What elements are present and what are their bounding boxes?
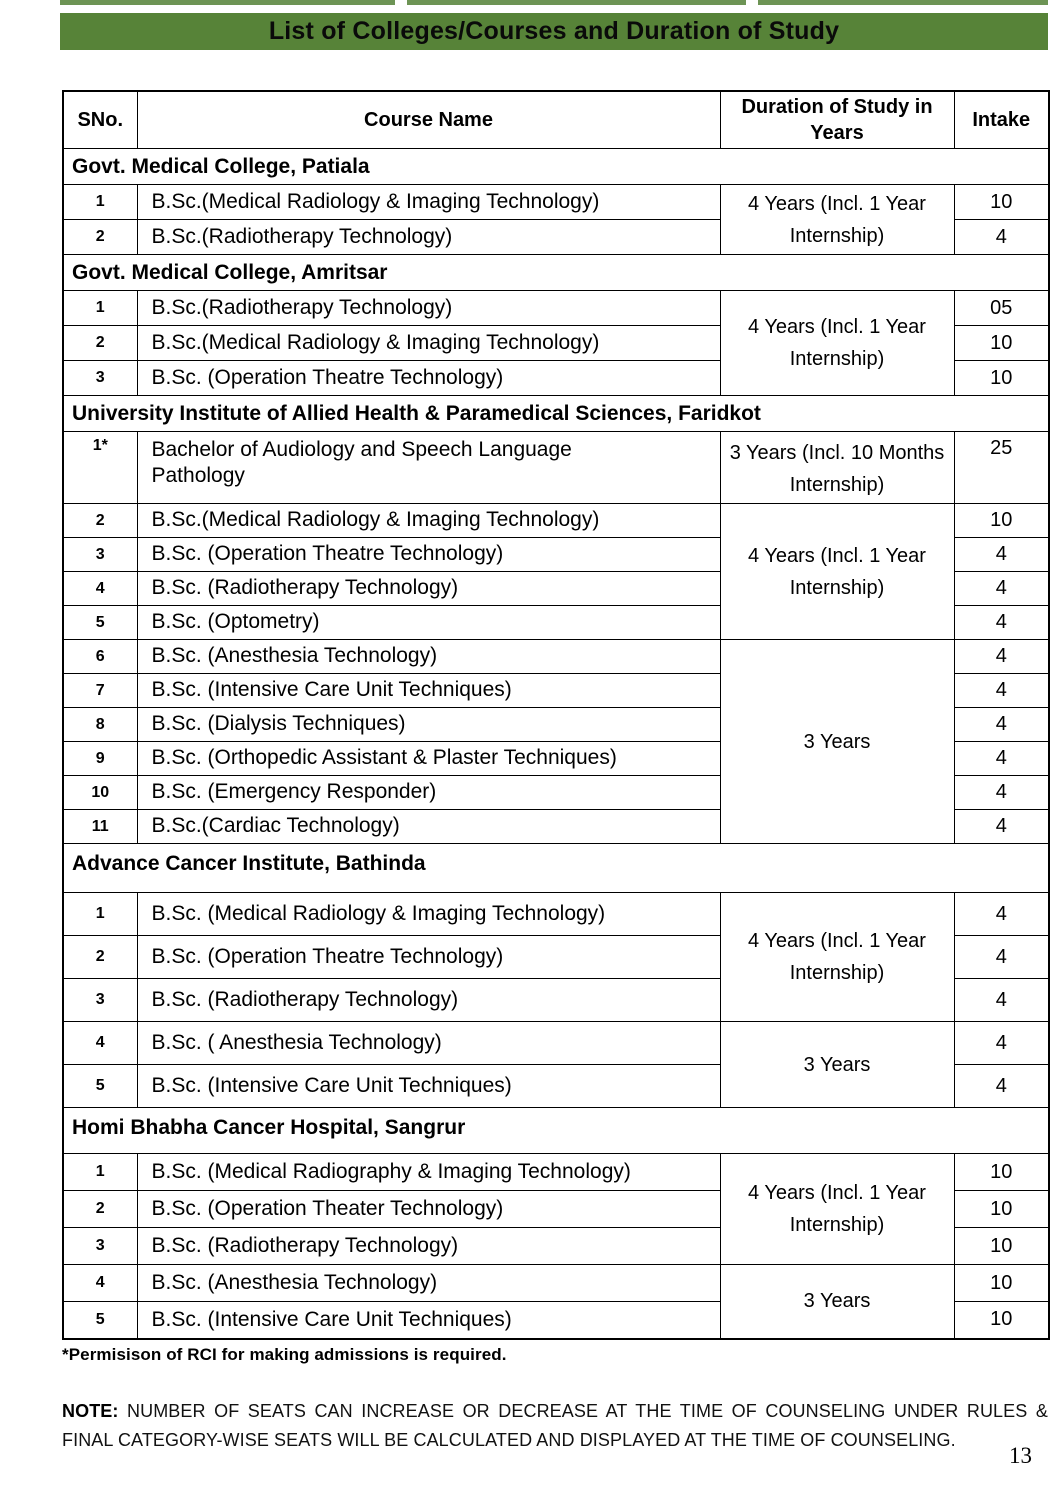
duration-cell: 3 Years (Incl. 10 Months Internship): [720, 432, 954, 504]
intake-cell: 4: [954, 776, 1049, 810]
intake-cell: 10: [954, 1265, 1049, 1302]
sno-cell: 2: [63, 504, 137, 538]
col-header-intake: Intake: [954, 91, 1049, 149]
intake-cell: 4: [954, 606, 1049, 640]
intake-cell: 4: [954, 572, 1049, 606]
course-name-cell: B.Sc. (Anesthesia Technology): [137, 1265, 720, 1302]
sno-cell: 5: [63, 1302, 137, 1339]
page-title: List of Colleges/Courses and Duration of Study: [268, 17, 840, 45]
page-number: 13: [1009, 1443, 1032, 1468]
course-name-cell: B.Sc.(Cardiac Technology): [137, 810, 720, 844]
course-name-cell: B.Sc. (Operation Theatre Technology): [137, 538, 720, 572]
intake-cell: 25: [954, 432, 1049, 504]
course-name-cell: B.Sc. (Medical Radiography & Imaging Technology): [137, 1154, 720, 1191]
course-name-cell: B.Sc.(Medical Radiology & Imaging Technology): [137, 326, 720, 361]
course-name-cell: B.Sc. (Operation Theatre Technology): [137, 936, 720, 979]
course-name-cell: B.Sc.(Radiotherapy Technology): [137, 220, 720, 255]
intake-cell: 10: [954, 504, 1049, 538]
intake-cell: 4: [954, 708, 1049, 742]
course-row: [63, 185, 1049, 220]
course-name-cell: B.Sc. (Intensive Care Unit Techniques): [137, 1302, 720, 1339]
page-content: [62, 90, 1048, 1456]
intake-cell: 4: [954, 674, 1049, 708]
course-row: [63, 432, 1049, 504]
course-name-cell: B.Sc. (Emergency Responder): [137, 776, 720, 810]
course-name-cell: B.Sc.(Radiotherapy Technology): [137, 291, 720, 326]
duration-cell: 4 Years (Incl. 1 Year Internship): [720, 185, 954, 255]
sno-cell: 3: [63, 361, 137, 396]
intake-cell: 10: [954, 361, 1049, 396]
sno-cell: 6: [63, 640, 137, 674]
course-name-cell: B.Sc. (Radiotherapy Technology): [137, 979, 720, 1022]
course-name-cell: B.Sc. (Operation Theater Technology): [137, 1191, 720, 1228]
course-row: [63, 504, 1049, 538]
intake-cell: 10: [954, 185, 1049, 220]
course-row: [63, 1265, 1049, 1302]
sno-cell: 1: [63, 893, 137, 936]
sno-cell: 7: [63, 674, 137, 708]
sno-cell: 9: [63, 742, 137, 776]
sno-cell: 10: [63, 776, 137, 810]
sno-cell: 1: [63, 185, 137, 220]
college-name: University Institute of Allied Health & Paramedical Sciences, Faridkot: [63, 396, 1049, 432]
duration-cell: 3 Years: [720, 1022, 954, 1108]
intake-cell: 4: [954, 640, 1049, 674]
intake-cell: 4: [954, 220, 1049, 255]
college-name: Govt. Medical College, Amritsar: [63, 255, 1049, 291]
college-section-row: [63, 396, 1049, 432]
intake-cell: 4: [954, 1065, 1049, 1108]
college-name: Homi Bhabha Cancer Hospital, Sangrur: [63, 1108, 1049, 1154]
intake-cell: 4: [954, 810, 1049, 844]
course-name-cell: B.Sc. ( Anesthesia Technology): [137, 1022, 720, 1065]
course-row: [63, 291, 1049, 326]
rci-footnote: *Permisison of RCI for making admissions is required.: [62, 1344, 507, 1364]
intake-cell: 4: [954, 893, 1049, 936]
duration-cell: 3 Years: [720, 640, 954, 844]
table-header-row: [63, 91, 1049, 149]
course-row: [63, 1022, 1049, 1065]
course-name-cell: B.Sc. (Medical Radiology & Imaging Technology): [137, 893, 720, 936]
sno-cell: 2: [63, 326, 137, 361]
intake-cell: 10: [954, 326, 1049, 361]
sno-cell: 1: [63, 291, 137, 326]
sno-cell: 3: [63, 979, 137, 1022]
course-name-cell: B.Sc. (Orthopedic Assistant & Plaster Techniques): [137, 742, 720, 776]
sno-cell: 4: [63, 1265, 137, 1302]
sno-cell: 5: [63, 606, 137, 640]
course-name-cell: B.Sc. (Intensive Care Unit Techniques): [137, 1065, 720, 1108]
sno-cell: 1*: [63, 432, 137, 504]
courses-table: [62, 90, 1050, 1340]
intake-cell: 4: [954, 979, 1049, 1022]
intake-cell: 10: [954, 1154, 1049, 1191]
sno-cell: 1: [63, 1154, 137, 1191]
col-header-course-name: Course Name: [137, 91, 720, 149]
col-header-duration: Duration of Study in Years: [720, 91, 954, 149]
course-name-cell: B.Sc.(Medical Radiology & Imaging Technology): [137, 185, 720, 220]
duration-cell: 4 Years (Incl. 1 Year Internship): [720, 291, 954, 396]
intake-cell: 10: [954, 1191, 1049, 1228]
intake-cell: 4: [954, 742, 1049, 776]
course-name-cell: B.Sc. (Radiotherapy Technology): [137, 572, 720, 606]
intake-cell: 4: [954, 936, 1049, 979]
college-section-row: [63, 1108, 1049, 1154]
course-table-body: [63, 149, 1049, 1339]
course-name-cell: Bachelor of Audiology and Speech Language Pathology: [137, 432, 720, 504]
college-section-row: [63, 149, 1049, 185]
course-name-cell: B.Sc. (Radiotherapy Technology): [137, 1228, 720, 1265]
duration-cell: 3 Years: [720, 1265, 954, 1339]
sno-cell: 4: [63, 572, 137, 606]
sno-cell: 5: [63, 1065, 137, 1108]
sno-cell: 2: [63, 936, 137, 979]
course-name-cell: B.Sc. (Optometry): [137, 606, 720, 640]
course-name-cell: B.Sc. (Dialysis Techniques): [137, 708, 720, 742]
sno-cell: 2: [63, 220, 137, 255]
sno-cell: 3: [63, 1228, 137, 1265]
course-name-cell: B.Sc. (Intensive Care Unit Techniques): [137, 674, 720, 708]
sno-cell: 3: [63, 538, 137, 572]
sno-cell: 11: [63, 810, 137, 844]
duration-cell: 4 Years (Incl. 1 Year Internship): [720, 1154, 954, 1265]
intake-cell: 05: [954, 291, 1049, 326]
intake-cell: 10: [954, 1228, 1049, 1265]
college-section-row: [63, 844, 1049, 893]
page-top-edge-line: [60, 0, 1048, 5]
course-name-cell: B.Sc.(Medical Radiology & Imaging Technology): [137, 504, 720, 538]
sno-cell: 8: [63, 708, 137, 742]
sno-cell: 2: [63, 1191, 137, 1228]
intake-cell: 10: [954, 1302, 1049, 1339]
college-section-row: [63, 255, 1049, 291]
sno-cell: 4: [63, 1022, 137, 1065]
course-row: [63, 640, 1049, 674]
duration-cell: 4 Years (Incl. 1 Year Internship): [720, 504, 954, 640]
course-row: [63, 893, 1049, 936]
duration-cell: 4 Years (Incl. 1 Year Internship): [720, 893, 954, 1022]
col-header-sno: SNo.: [63, 91, 137, 149]
intake-cell: 4: [954, 1022, 1049, 1065]
seats-note: [62, 1397, 1048, 1456]
intake-cell: 4: [954, 538, 1049, 572]
note-text: NUMBER OF SEATS CAN INCREASE OR DECREASE AT THE TIME OF COUNSELING UNDER RULES & FINAL CATEGORY-WISE SEATS WILL BE CALCULATED AND DISPLAYED AT THE TIME OF COUNSELING.: [62, 1400, 1048, 1451]
course-name-cell: B.Sc. (Anesthesia Technology): [137, 640, 720, 674]
course-name-cell: B.Sc. (Operation Theatre Technology): [137, 361, 720, 396]
note-label: NOTE:: [62, 1400, 119, 1421]
college-name: Govt. Medical College, Patiala: [63, 149, 1049, 185]
course-row: [63, 1154, 1049, 1191]
college-name: Advance Cancer Institute, Bathinda: [63, 844, 1049, 893]
title-banner: [60, 13, 1048, 50]
